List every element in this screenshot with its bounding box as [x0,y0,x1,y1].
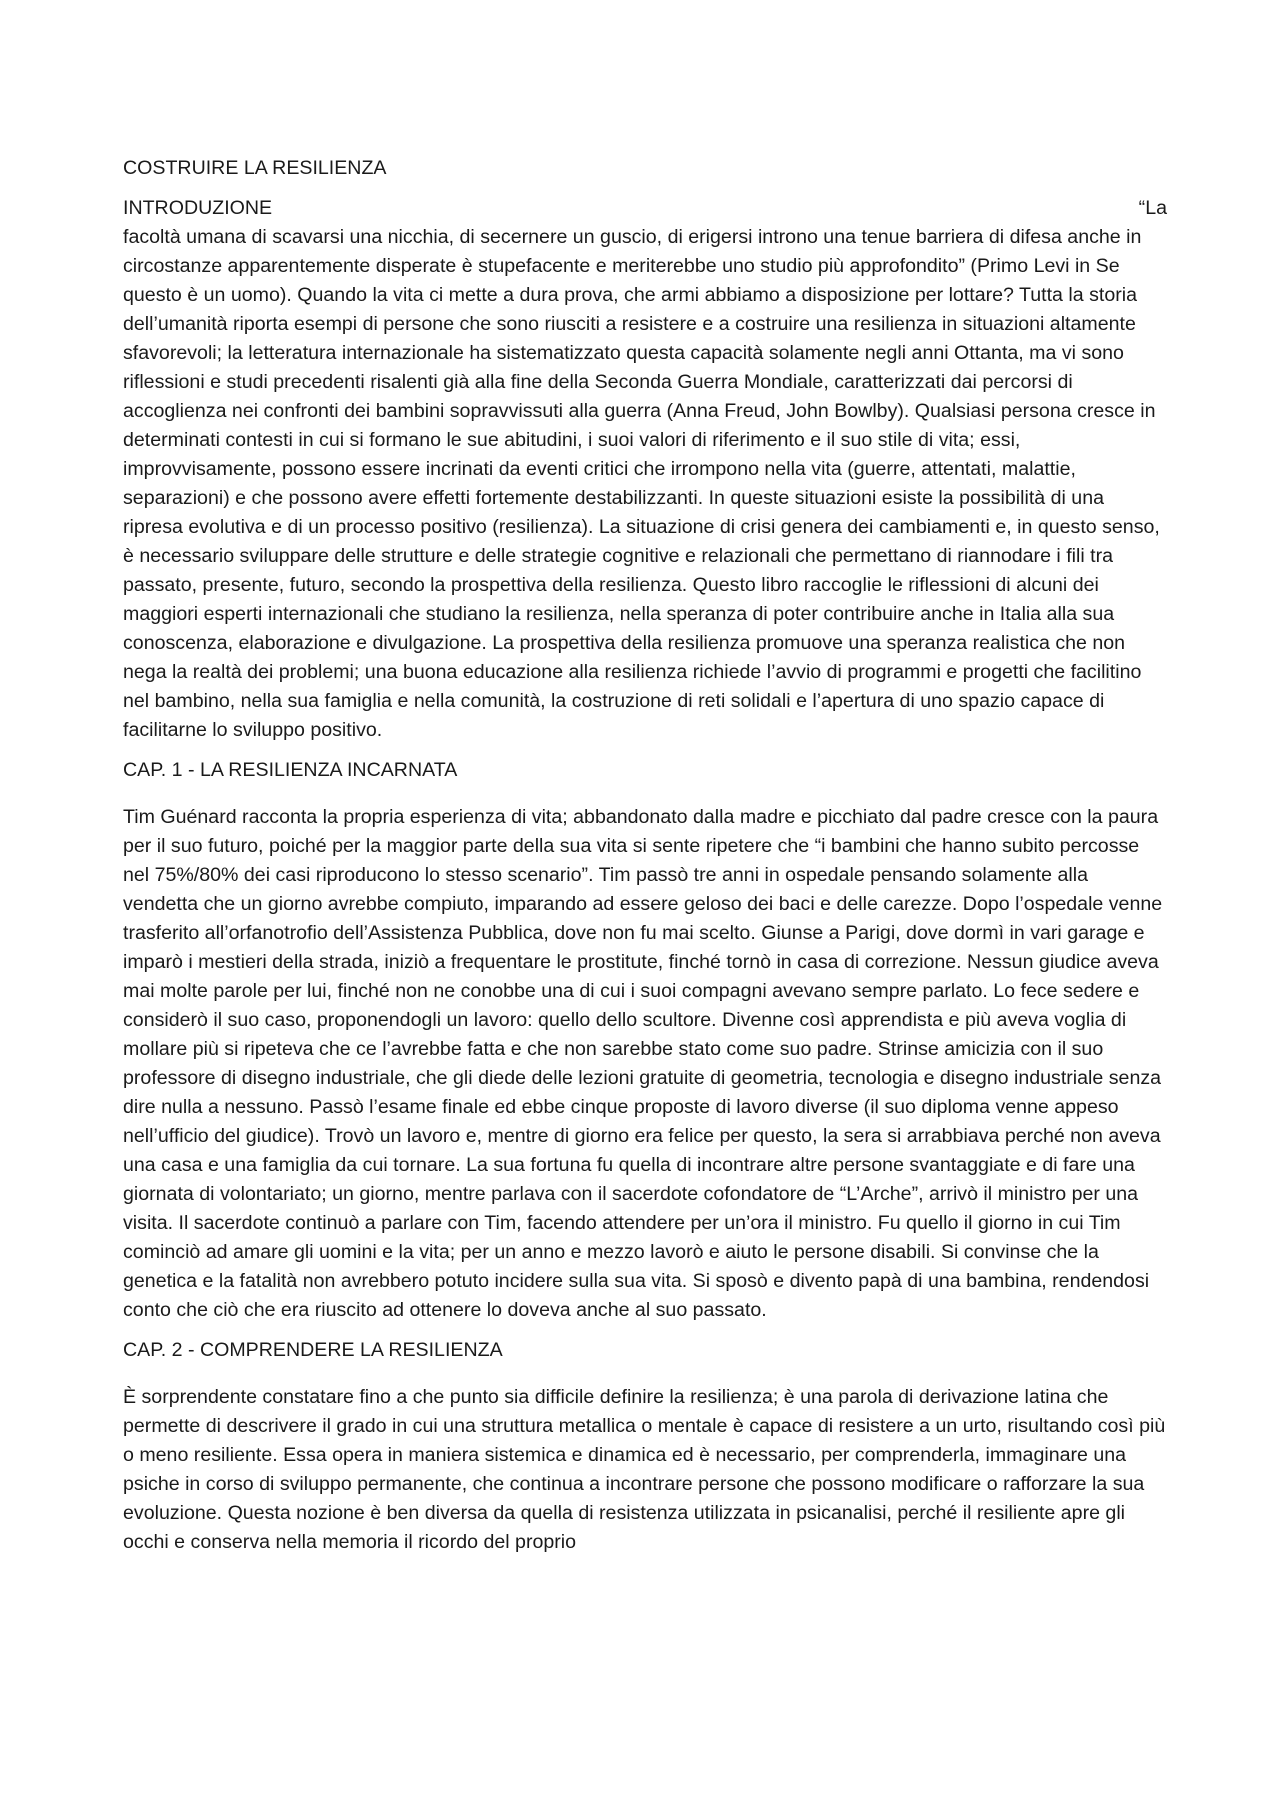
chapter-2-heading: CAP. 2 - COMPRENDERE LA RESILIENZA [123,1339,503,1361]
chapter-1-paragraph: Tim Guénard racconta la propria esperienza di vita; abbandonato dalla madre e picchiato dal padre cresce con la paura per il suo futuro, poiché per la maggior parte della sua vita si sente ripetere che “i bambini che hanno subito percosse nel 75%/80% dei casi riproducono lo stesso scenario”. Tim passò tre anni in ospedale pensando solamente alla vendetta che un giorno avrebbe compiuto, imparando ad essere geloso dei baci e delle carezze. Dopo l’ospedale venne trasferito all’orfanotrofio dell’Assistenza Pubblica, dove non fu mai scelto. Giunse a Parigi, dove dormì in vari garage e imparò i mestieri della strada, iniziò a frequentare le prostitute, finché tornò in casa di correzione. Nessun giudice aveva mai molte parole per lui, finché non ne conobbe una di cui i suoi compagni avevano sempre parlato. Lo fece sedere e considerò il suo caso, proponendogli un lavoro: quello dello scultore. Divenne così apprendista e più aveva voglia di mollare più si ripeteva che ce l’avrebbe fatta e che non sarebbe stato come suo padre. Strinse amicizia con il suo professore di disegno industriale, che gli diede delle lezioni gratuite di geometria, tecnologia e disegno industriale senza dire nulla a nessuno. Passò l’esame finale ed ebbe cinque proposte di lavoro diverse (il suo diploma venne appeso nell’ufficio del giudice). Trovò un lavoro e, mentre di giorno era felice per questo, la sera si arrabbiava perché non aveva una casa e una famiglia da cui tornare. La sua fortuna fu quella di incontrare altre persone svantaggiate e di fare una giornata di volontariato; un giorno, mentre parlava con il sacerdote cofondatore de “L’Arche”, arrivò il ministro per una visita. Il sacerdote continuò a parlare con Tim, facendo attendere per un’ora il ministro. Fu quello il giorno in cui Tim cominciò ad amare gli uomini e la vita; per un anno e mezzo lavorò e aiuto le persone disabili. Si convinse che la genetica e la fatalità non avrebbero potuto incidere sulla sua vita. Si sposò e divento papà di una bambina, rendendosi conto che ciò che era riuscito ad ottenere lo doveva anche al suo passato. [123,806,1163,1321]
document-title: COSTRUIRE LA RESILIENZA [123,157,387,179]
document-page [123,154,1167,1568]
intro-heading: INTRODUZIONE [123,197,273,219]
intro-first-word: “La [1138,197,1167,219]
intro-paragraph: facoltà umana di scavarsi una nicchia, di secernere un guscio, di erigersi introno una tenue barriera di difesa anche in circostanze apparentemente disperate è stupefacente e meriterebbe uno studio più approfondito” (Primo Levi in Se questo è un uomo). Quando la vita ci mette a dura prova, che armi abbiamo a disposizione per lottare? Tutta la storia dell’umanità riporta esempi di persone che sono riusciti a resistere e a costruire una resilienza in situazioni altamente sfavorevoli; la letteratura internazionale ha sistematizzato questa capacità solamente negli anni Ottanta, ma vi sono riflessioni e studi precedenti risalenti già alla fine della Seconda Guerra Mondiale, caratterizzati dai percorsi di accoglienza nei confronti dei bambini sopravvissuti alla guerra (Anna Freud, John Bowlby). Qualsiasi persona cresce in determinati contesti in cui si formano le sue abitudini, i suoi valori di riferimento e il suo stile di vita; essi, improvvisamente, possono essere incrinati da eventi critici che irrompono nella vita (guerre, attentati, malattie, separazioni) e che possono avere effetti fortemente destabilizzanti. In queste situazioni esiste la possibilità di una ripresa evolutiva e di un processo positivo (resilienza). La situazione di crisi genera dei cambiamenti e, in questo senso, è necessario sviluppare delle strutture e delle strategie cognitive e relazionali che permettano di riannodare i fili tra passato, presente, futuro, secondo la prospettiva della resilienza. Questo libro raccoglie le riflessioni di alcuni dei maggiori esperti internazionali che studiano la resilienza, nella speranza di poter contribuire anche in Italia alla sua conoscenza, elaborazione e divulgazione. La prospettiva della resilienza promuove una speranza realistica che non nega la realtà dei problemi; una buona educazione alla resilienza richiede l’avvio di programmi e progetti che facilitino nel bambino, nella sua famiglia e nella comunità, la costruzione di reti solidali e l’apertura di uno spazio capace di facilitarne lo sviluppo positivo. [123,226,1160,741]
chapter-2-paragraph: È sorprendente constatare fino a che punto sia difficile definire la resilienza; è una parola di derivazione latina che permette di descrivere il grado in cui una struttura metallica o mentale è capace di resistere a un urto, risultando così più o meno resiliente. Essa opera in maniera sistemica e dinamica ed è necessario, per comprenderla, immaginare una psiche in corso di sviluppo permanente, che continua a incontrare persone che possono modificare o rafforzare la sua evoluzione. Questa nozione è ben diversa da quella di resistenza utilizzata in psicanalisi, perché il resiliente apre gli occhi e conserva nella memoria il ricordo del proprio [123,1386,1166,1553]
chapter-1-heading: CAP. 1 - LA RESILIENZA INCARNATA [123,759,458,781]
intro-heading-line [123,194,1167,223]
